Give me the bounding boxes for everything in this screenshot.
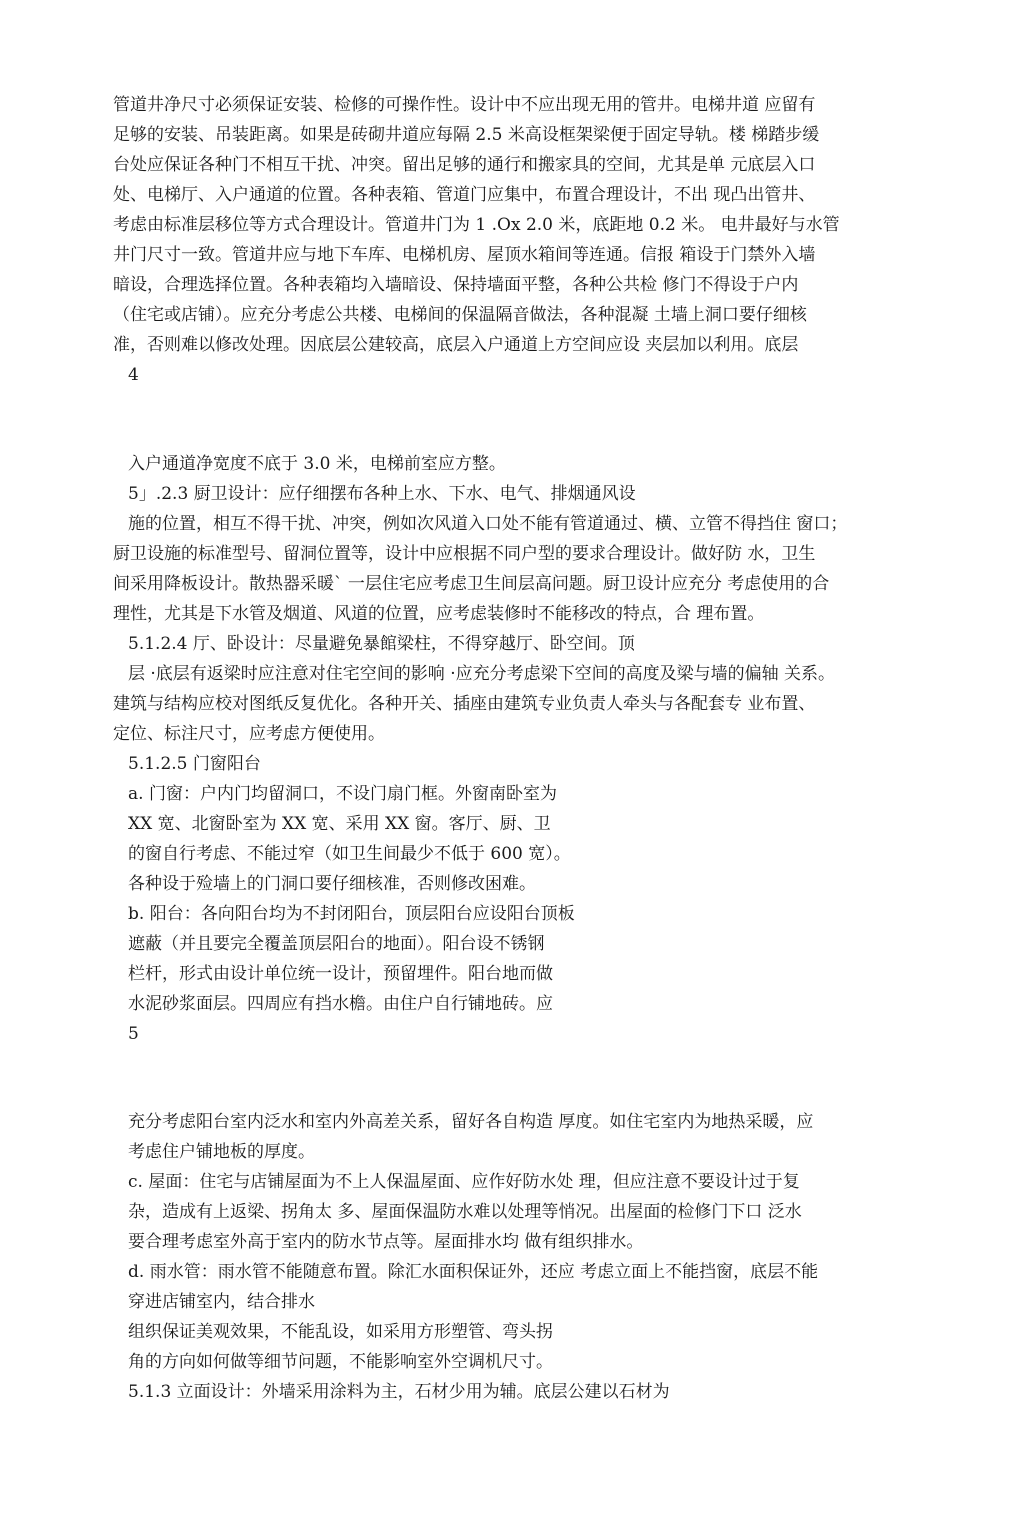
paragraph-line: XX 宽、北窗卧室为 XX 宽、采用 XX 窗。客厅、厨、卫 <box>128 814 551 834</box>
paragraph-line: 处、电梯厅、入户通道的位置。各种表箱、管道门应集中，布置合理设计，不出 现凸出管井、 <box>113 185 816 205</box>
paragraph-line: 足够的安装、吊装距离。如果是砖砌井道应每隔 2.5 米高设框架梁便于固定导轨。楼 梯踏步缓 <box>113 125 820 145</box>
paragraph-line: 施的位置，相互不得干扰、冲突，例如次风道入口处不能有管道通过、横、立管不得挡住 窗口； <box>128 514 848 534</box>
paragraph-line: 井门尺寸一致。管道井应与地下车库、电梯机房、屋顶水箱间等连通。信报 箱设于门禁外入墙 <box>113 245 816 265</box>
paragraph-line: 建筑与结构应校对图纸反复优化。各种开关、插座由建筑专业负责人牵头与各配套专 业布置、 <box>113 694 816 714</box>
paragraph-line: 层 ·底层有返梁时应注意对住宅空间的影响 ·应充分考虑梁下空间的高度及梁与墙的偏轴 关系。 <box>128 664 836 684</box>
paragraph-line: 暗设，合理选择位置。各种表箱均入墙暗设、保持墙面平整，各种公共检 修门不得设于户内 <box>113 275 799 295</box>
paragraph-line: 的窗自行考虑、不能过窄（如卫生间最少不低于 600 宽）。 <box>128 844 571 864</box>
paragraph-line: 穿进店铺室内，结合排水 <box>128 1292 315 1312</box>
paragraph-line: 定位、标注尺寸，应考虑方便使用。 <box>113 724 385 744</box>
paragraph-line: 台处应保证各种门不相互干扰、冲突。留出足够的通行和搬家具的空间，尤其是单 元底层入口 <box>113 155 816 175</box>
paragraph-line: 管道井净尺寸必须保证安装、检修的可操作性。设计中不应出现无用的管井。电梯井道 应留有 <box>113 95 816 115</box>
paragraph-line: （住宅或店铺）。应充分考虑公共楼、电梯间的保温隔音做法，各种混凝 土墙上洞口要仔细核 <box>113 305 807 325</box>
section-heading: 5.1.2.4 厅、卧设计：尽量避免暴館梁柱，不得穿越厅、卧空间。顶 <box>128 634 635 654</box>
page-number: 5 <box>128 1024 139 1044</box>
paragraph-line: 水泥砂浆面层。四周应有挡水檐。由住户自行铺地砖。应 <box>128 994 553 1014</box>
paragraph-line: 杂，造成有上返梁、拐角太 多、屋面保温防水难以处理等悄况。出屋面的检修门下口 泛水 <box>128 1202 802 1222</box>
paragraph-line: d. 雨水管：雨水管不能随意布置。除汇水面积保证外，还应 考虑立面上不能挡窗，底层不能 <box>128 1262 819 1282</box>
paragraph-line: 要合理考虑室外高于室内的防水节点等。屋面排水均 做有组织排水。 <box>128 1232 644 1252</box>
paragraph-line: 入户通道净宽度不底于 3.0 米，电梯前室应方整。 <box>128 454 506 474</box>
paragraph-line: 理性，尤其是下水管及烟道、风道的位置，应考虑装修时不能移改的特点，合 理布置。 <box>113 604 765 624</box>
paragraph-line: b. 阳台：各向阳台均为不封闭阳台，顶层阳台应设阳台顶板 <box>128 904 575 924</box>
section-heading: 5」.2.3 厨卫设计：应仔细摆布各种上水、下水、电气、排烟通风设 <box>128 484 636 504</box>
paragraph-line: 考虑由标准层移位等方式合理设计。管道井门为 1 .Ox 2.0 米，底距地 0.2 米。 电井最好与水管 <box>113 215 840 235</box>
paragraph-line: 遮蔽（并且要完全覆盖顶层阳台的地面）。阳台设不锈钢 <box>128 934 545 954</box>
paragraph-line: 栏杆，形式由设计单位统一设计，预留埋件。阳台地而做 <box>128 964 553 984</box>
paragraph-line: 间采用降板设计。散热器采暖` 一层住宅应考虑卫生间层高问题。厨卫设计应充分 考虑使用的合 <box>113 574 830 594</box>
paragraph-line: c. 屋面：住宅与店铺屋面为不上人保温屋面、应作好防水处 理，但应注意不要设计过于复 <box>128 1172 800 1192</box>
section-heading: 5.1.3 立面设计：外墙采用涂料为主，石材少用为辅。底层公建以石材为 <box>128 1382 670 1402</box>
paragraph-line: 各种设于殓墙上的门洞口要仔细核准，否则修改困难。 <box>128 874 536 894</box>
paragraph-line: 厨卫设施的标准型号、留洞位置等，设计中应根据不同户型的要求合理设计。做好防 水，卫生 <box>113 544 816 564</box>
paragraph-line: 组织保证美观效果，不能乱设，如采用方形塑管、弯头拐 <box>128 1322 553 1342</box>
paragraph-line: a. 门窗：户内门均留洞口，不设门扇门框。外窗南卧室为 <box>128 784 557 804</box>
page-number: 4 <box>128 365 139 385</box>
paragraph-line: 角的方向如何做等细节问题，不能影响室外空调机尺寸。 <box>128 1352 553 1372</box>
paragraph-line: 准，否则难以修改处理。因底层公建较高，底层入户通道上方空间应设 夹层加以利用。底层 <box>113 335 799 355</box>
paragraph-line: 考虑住户铺地板的厚度。 <box>128 1142 315 1162</box>
paragraph-line: 充分考虑阳台室内泛水和室内外高差关系，留好各自构造 厚度。如住宅室内为地热采暖，应 <box>128 1112 814 1132</box>
section-heading: 5.1.2.5 门窗阳台 <box>128 754 261 774</box>
